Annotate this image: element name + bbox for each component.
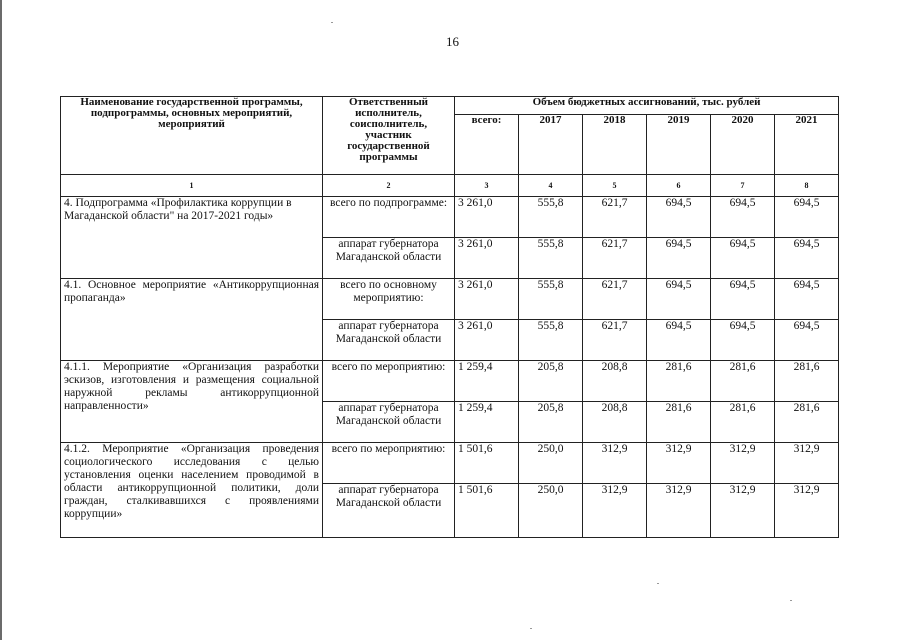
total-cell: 1 501,6 (455, 443, 519, 484)
executor-cell: аппарат губернатора Магаданской области (323, 484, 455, 538)
total-cell: 1 501,6 (455, 484, 519, 538)
header-total: всего: (455, 115, 519, 175)
value-2021-cell: 694,5 (775, 238, 839, 279)
program-name-cell: 4.1.1. Мероприятие «Организация разработки эскизов, изготовления и размещения социальной наружной рекламы антикоррупционной направленности» (61, 361, 323, 443)
value-2018-cell: 312,9 (583, 443, 647, 484)
value-2018-cell: 621,7 (583, 320, 647, 361)
total-cell: 1 259,4 (455, 361, 519, 402)
executor-cell: аппарат губернатора Магаданской области (323, 238, 455, 279)
value-2021-cell: 281,6 (775, 402, 839, 443)
value-2021-cell: 694,5 (775, 279, 839, 320)
value-2018-cell: 312,9 (583, 484, 647, 538)
program-name-cell: 4. Подпрограмма «Профилактика коррупции в Магаданской области" на 2017-2021 годы» (61, 197, 323, 279)
value-2020-cell: 281,6 (711, 361, 775, 402)
executor-cell: аппарат губернатора Магаданской области (323, 402, 455, 443)
table-row (61, 279, 839, 320)
header-year-2019: 2019 (647, 115, 711, 175)
column-number: 4 (519, 175, 583, 197)
header-budget-group: Объем бюджетных ассигнований, тыс. рублей (455, 97, 839, 115)
header-name-column: Наименование государственной программы, подпрограммы, основных мероприятий, мероприятий (61, 97, 323, 175)
header-year-2018: 2018 (583, 115, 647, 175)
value-2017-cell: 555,8 (519, 238, 583, 279)
header-year-2017: 2017 (519, 115, 583, 175)
column-number: 8 (775, 175, 839, 197)
total-cell: 1 259,4 (455, 402, 519, 443)
column-number: 6 (647, 175, 711, 197)
scan-speck (657, 583, 659, 584)
value-2017-cell: 555,8 (519, 279, 583, 320)
value-2021-cell: 694,5 (775, 320, 839, 361)
program-name-cell: 4.1. Основное мероприятие «Антикоррупционная пропаганда» (61, 279, 323, 361)
value-2020-cell: 281,6 (711, 402, 775, 443)
value-2021-cell: 312,9 (775, 484, 839, 538)
table-row (61, 197, 839, 238)
value-2019-cell: 694,5 (647, 320, 711, 361)
header-executor-column: Ответственный исполнитель, соисполнитель, участник государственной программы (323, 97, 455, 175)
value-2018-cell: 208,8 (583, 402, 647, 443)
value-2020-cell: 694,5 (711, 238, 775, 279)
value-2019-cell: 312,9 (647, 443, 711, 484)
header-year-2021: 2021 (775, 115, 839, 175)
value-2018-cell: 621,7 (583, 197, 647, 238)
scan-speck (530, 628, 532, 629)
column-number: 2 (323, 175, 455, 197)
value-2021-cell: 312,9 (775, 443, 839, 484)
value-2019-cell: 281,6 (647, 361, 711, 402)
value-2019-cell: 694,5 (647, 197, 711, 238)
total-cell: 3 261,0 (455, 279, 519, 320)
value-2019-cell: 281,6 (647, 402, 711, 443)
column-number: 5 (583, 175, 647, 197)
value-2020-cell: 694,5 (711, 279, 775, 320)
value-2018-cell: 621,7 (583, 238, 647, 279)
value-2021-cell: 694,5 (775, 197, 839, 238)
executor-cell: аппарат губернатора Магаданской области (323, 320, 455, 361)
value-2020-cell: 312,9 (711, 443, 775, 484)
value-2017-cell: 555,8 (519, 320, 583, 361)
header-year-2020: 2020 (711, 115, 775, 175)
executor-cell: всего по мероприятию: (323, 361, 455, 402)
executor-cell: всего по мероприятию: (323, 443, 455, 484)
executor-cell: всего по основному мероприятию: (323, 279, 455, 320)
table-row (61, 361, 839, 402)
value-2020-cell: 694,5 (711, 197, 775, 238)
page-left-edge (0, 0, 2, 640)
value-2021-cell: 281,6 (775, 361, 839, 402)
value-2017-cell: 250,0 (519, 443, 583, 484)
program-name-cell: 4.1.2. Мероприятие «Организация проведения социологического исследования с целью установления оценки населением проводимой в области антикоррупционной политики, доли граждан, сталкивавшихся с проявлениями коррупции» (61, 443, 323, 538)
table-row (61, 443, 839, 484)
budget-table (60, 96, 839, 538)
value-2017-cell: 205,8 (519, 402, 583, 443)
total-cell: 3 261,0 (455, 320, 519, 361)
scan-speck (790, 600, 792, 601)
value-2018-cell: 621,7 (583, 279, 647, 320)
value-2019-cell: 694,5 (647, 238, 711, 279)
total-cell: 3 261,0 (455, 197, 519, 238)
column-number: 1 (61, 175, 323, 197)
executor-cell: всего по подпрограмме: (323, 197, 455, 238)
column-number: 3 (455, 175, 519, 197)
column-number-row (61, 175, 839, 197)
value-2018-cell: 208,8 (583, 361, 647, 402)
value-2020-cell: 694,5 (711, 320, 775, 361)
page-number: 16 (446, 34, 459, 49)
value-2017-cell: 205,8 (519, 361, 583, 402)
scan-speck (331, 22, 333, 23)
column-number: 7 (711, 175, 775, 197)
value-2019-cell: 312,9 (647, 484, 711, 538)
value-2017-cell: 555,8 (519, 197, 583, 238)
total-cell: 3 261,0 (455, 238, 519, 279)
value-2017-cell: 250,0 (519, 484, 583, 538)
value-2020-cell: 312,9 (711, 484, 775, 538)
value-2019-cell: 694,5 (647, 279, 711, 320)
